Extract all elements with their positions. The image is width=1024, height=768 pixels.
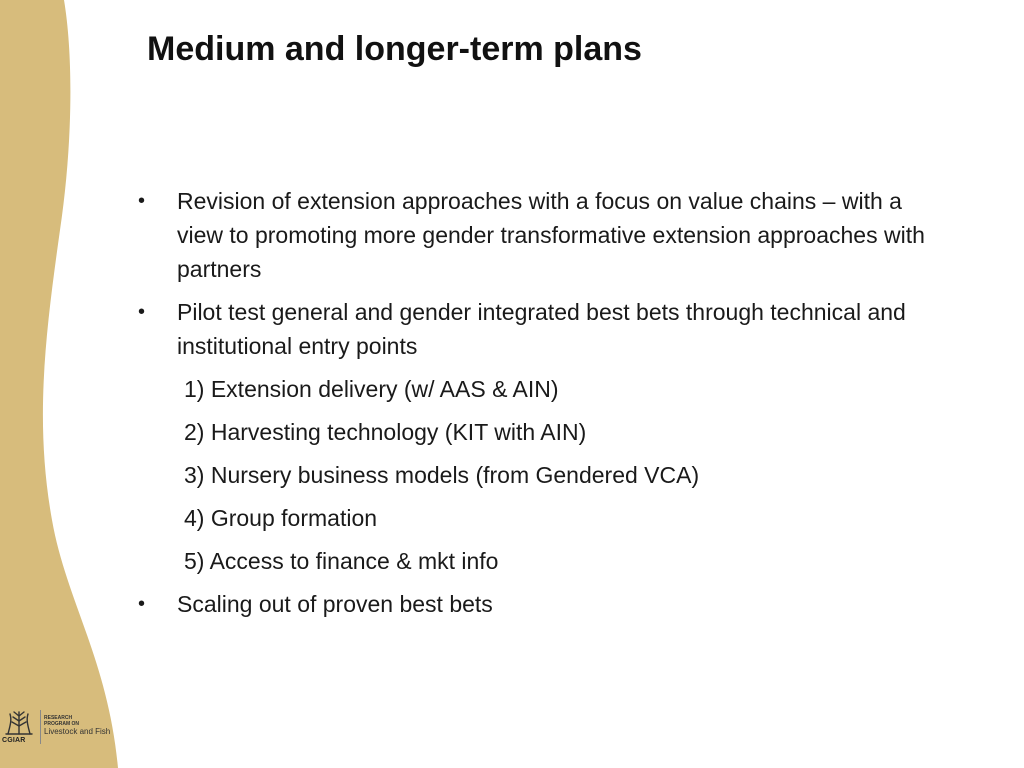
logo-divider: [40, 710, 41, 744]
bullet-text: Pilot test general and gender integrated best bets through technical and institutional entry points: [177, 299, 906, 359]
logo-program-text: [44, 715, 110, 737]
bullet-text: Revision of extension approaches with a focus on value chains – with a view to promoting more gender transformative extension approaches with partners: [177, 188, 925, 282]
bullet-item: [140, 587, 940, 621]
bullet-text: Scaling out of proven best bets: [177, 591, 493, 617]
sub-item: 5) Access to finance & mkt info: [184, 548, 499, 574]
logo-line-research: RESEARCH: [44, 715, 73, 721]
bullet-dot-icon: •: [138, 593, 146, 615]
bullet-list: [140, 184, 940, 630]
slide-title: Medium and longer-term plans: [147, 30, 642, 68]
sub-item: 2) Harvesting technology (KIT with AIN): [184, 419, 587, 445]
sub-item: 3) Nursery business models (from Gendered VCA): [184, 462, 700, 488]
sub-item: 1) Extension delivery (w/ AAS & AIN): [184, 376, 559, 402]
logo-cgiar-text: CGIAR: [2, 737, 26, 744]
logo-line-program-on: PROGRAM ON: [44, 721, 79, 727]
bullet-dot-icon: •: [138, 190, 146, 212]
decorative-tan-band: [0, 0, 130, 768]
cgiar-logo: [0, 706, 122, 748]
bullet-item: [140, 184, 940, 286]
logo-line-program-name: Livestock and Fish: [44, 727, 111, 736]
bullet-dot-icon: •: [138, 301, 146, 323]
bullet-item: [140, 295, 940, 363]
sub-item: 4) Group formation: [184, 505, 378, 531]
